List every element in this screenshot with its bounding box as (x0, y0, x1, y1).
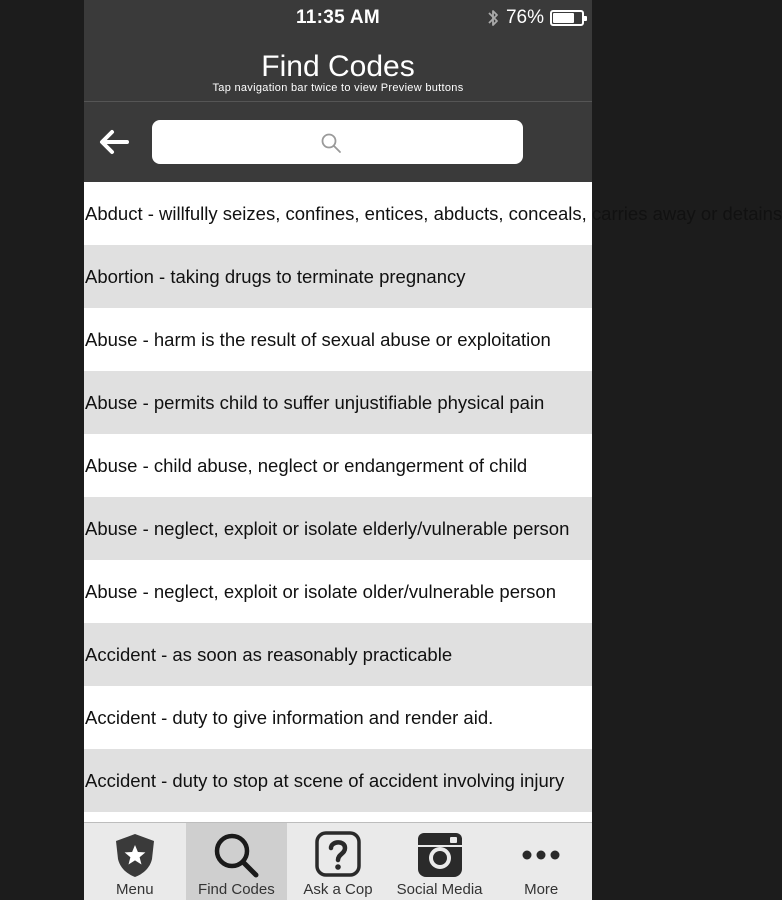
tab-label-menu: Menu (116, 881, 154, 898)
battery-fill (553, 13, 574, 23)
tab-label-find-codes: Find Codes (198, 881, 275, 898)
list-item-label: Abuse - neglect, exploit or isolate older/vulnerable person (85, 580, 557, 602)
more-icon (515, 829, 567, 881)
bluetooth-icon (486, 8, 500, 28)
list-item[interactable] (84, 560, 592, 623)
list-item[interactable] (84, 623, 592, 686)
navigation-bar[interactable] (84, 36, 592, 102)
tab-label-more: More (524, 881, 559, 898)
tab-label-social-media: Social Media (396, 881, 483, 898)
list-item-label: Abuse - neglect, exploit or isolate elderly/vulnerable person (85, 517, 570, 539)
battery-icon (550, 10, 584, 26)
list-item[interactable] (84, 434, 592, 497)
tab-social-media[interactable] (389, 823, 491, 900)
shield-star-icon (109, 829, 161, 881)
list-item[interactable] (84, 308, 592, 371)
battery-percent: 76% (505, 7, 544, 28)
search-bar (84, 102, 592, 182)
tab-menu[interactable] (84, 823, 186, 900)
list-item[interactable] (84, 749, 592, 812)
search-field (152, 120, 523, 164)
phone-screen (84, 0, 782, 900)
back-button[interactable] (94, 122, 134, 162)
list-item-label: Abuse - child abuse, neglect or endangerment of child (85, 454, 528, 476)
page-subtitle: Tap navigation bar twice to view Preview buttons (212, 82, 464, 94)
tab-label-ask-a-cop: Ask a Cop (303, 881, 373, 898)
list-item-label: Abortion - taking drugs to terminate pregnancy (85, 265, 466, 287)
list-item[interactable] (84, 371, 592, 434)
tab-more[interactable] (490, 823, 592, 900)
list-item[interactable] (84, 182, 782, 245)
tab-ask-a-cop[interactable] (287, 823, 389, 900)
tab-find-codes[interactable] (186, 823, 288, 900)
code-results-list (84, 182, 782, 822)
search-icon (210, 829, 262, 881)
list-item-label: Abduct - willfully seizes, confines, entices, abducts, conceals, carries away or detains (85, 202, 782, 224)
arrow-left-icon (97, 128, 131, 156)
list-item-label: Accident - duty to stop at scene of accident involving injury (85, 769, 565, 791)
list-item-label: Accident - duty to give information and render aid. (85, 706, 494, 728)
list-item[interactable] (84, 245, 592, 308)
list-item[interactable] (84, 497, 592, 560)
search-input[interactable] (152, 120, 523, 164)
status-indicators (486, 7, 584, 29)
instagram-icon (414, 829, 466, 881)
tab-bar (84, 822, 592, 900)
status-time: 11:35 AM (295, 7, 381, 28)
list-item-label: Abuse - permits child to suffer unjustifiable physical pain (85, 391, 545, 413)
page-title: Find Codes (261, 50, 415, 83)
list-item[interactable] (84, 686, 592, 749)
question-icon (312, 829, 364, 881)
status-bar (84, 0, 592, 36)
list-item-label: Accident - as soon as reasonably practicable (85, 643, 453, 665)
list-item-label: Abuse - harm is the result of sexual abuse or exploitation (85, 328, 551, 350)
